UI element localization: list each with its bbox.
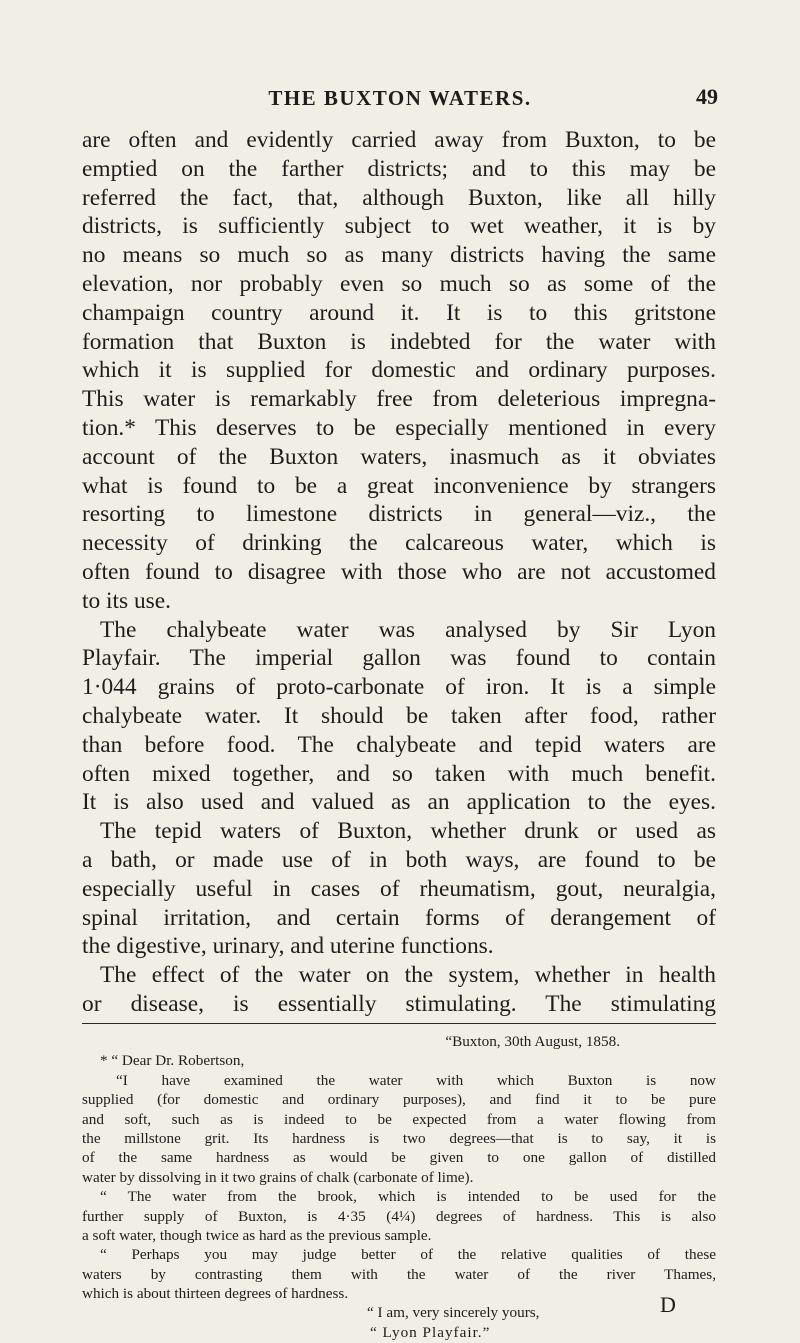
body-line: or disease, is essentially stimulating. The stimulating — [82, 990, 716, 1017]
body-line: chalybeate water. It should be taken after food, rather — [82, 702, 716, 729]
running-head — [0, 82, 800, 112]
body-line: The tepid waters of Buxton, whether drunk or used as — [100, 818, 716, 845]
body-line: what is found to be a great inconvenience by strangers — [82, 472, 716, 499]
footnote-divider — [82, 1023, 716, 1024]
page-number: 49 — [696, 84, 718, 109]
body-line: emptied on the farther districts; and to this may be — [82, 155, 716, 182]
body-line: the digestive, urinary, and uterine functions. — [82, 933, 494, 960]
footnote-line: of the same hardness as would be given to one gallon of distilled — [82, 1149, 716, 1167]
body-line: The effect of the water on the system, whether in health — [100, 962, 716, 989]
running-title: THE BUXTON WATERS. — [268, 86, 532, 110]
body-line: than before food. The chalybeate and tepid waters are — [82, 731, 716, 758]
body-line: necessity of drinking the calcareous water, which is — [82, 530, 716, 557]
footnote-line: and soft, such as is indeed to be expected from a water flowing from — [82, 1110, 716, 1128]
body-line: to its use. — [82, 587, 172, 614]
body-line: account of the Buxton waters, inasmuch as it obviates — [82, 443, 716, 470]
footnote-line: which is about thirteen degrees of hardness. — [82, 1285, 349, 1303]
body-line: 1·044 grains of proto-carbonate of iron. It is a simple — [82, 674, 716, 701]
footnote-closing: “ I am, very sincerely yours, — [367, 1304, 540, 1322]
footnote-line: waters by contrasting them with the water of the river Thames, — [82, 1265, 716, 1283]
body-line: Playfair. The imperial gallon was found to contain — [82, 645, 716, 672]
body-line: districts, is sufficiently subject to wet weather, it is by — [82, 213, 716, 240]
body-line: are often and evidently carried away from Buxton, to be — [82, 127, 716, 153]
body-line: tion.* This deserves to be especially mentioned in every — [82, 414, 716, 441]
body-line: especially useful in cases of rheumatism, gout, neuralgia, — [82, 875, 716, 902]
printer-signature-mark: D — [660, 1292, 676, 1317]
body-line: often mixed together, and so taken with much benefit. — [82, 760, 716, 787]
footnote-line: supplied (for domestic and ordinary purposes), and find it to be pure — [82, 1091, 716, 1109]
footnote-line: water by dissolving in it two grains of chalk (carbonate of lime). — [82, 1168, 474, 1186]
footnote-line: further supply of Buxton, is 4·35 (4¼) degrees of hardness. This is also — [82, 1207, 716, 1225]
body-line: It is also used and valued as an application to the eyes. — [82, 789, 716, 816]
body-line: which it is supplied for domestic and ordinary purposes. — [82, 357, 716, 384]
body-line: champaign country around it. It is to this gritstone — [82, 299, 716, 326]
footnote-line: a soft water, though twice as hard as the previous sample. — [82, 1226, 432, 1244]
footnote-dateline: “Buxton, 30th August, 1858. — [445, 1033, 620, 1050]
body-line: no means so much so as many districts having the same — [82, 242, 716, 269]
body-text — [82, 126, 716, 1019]
body-line: a bath, or made use of in both ways, are found to be — [82, 846, 716, 873]
body-line: spinal irritation, and certain forms of derangement of — [82, 904, 716, 931]
body-line: This water is remarkably free from deleterious impregna- — [82, 386, 716, 413]
body-line: resorting to limestone districts in general—viz., the — [82, 501, 716, 528]
footnote-line: “I have examined the water with which Buxton is now — [116, 1071, 716, 1089]
footnote-salutation: * “ Dear Dr. Robertson, — [100, 1052, 245, 1070]
body-line: The chalybeate water was analysed by Sir Lyon — [100, 616, 716, 643]
body-line: referred the fact, that, although Buxton, like all hilly — [82, 184, 716, 211]
footnote — [82, 1032, 716, 1342]
footnote-signature: “ Lyon Playfair.” — [370, 1323, 491, 1341]
footnote-line: “ Perhaps you may judge better of the relative qualities of these — [100, 1246, 716, 1264]
body-line: often found to disagree with those who are not accustomed — [82, 558, 716, 585]
footnote-line: “ The water from the brook, which is intended to be used for the — [100, 1188, 716, 1206]
footnote-line: the millstone grit. Its hardness is two degrees—that is to say, it is — [82, 1129, 716, 1147]
body-line: elevation, nor probably even so much so as some of the — [82, 270, 716, 297]
body-line: formation that Buxton is indebted for the water with — [82, 328, 716, 355]
